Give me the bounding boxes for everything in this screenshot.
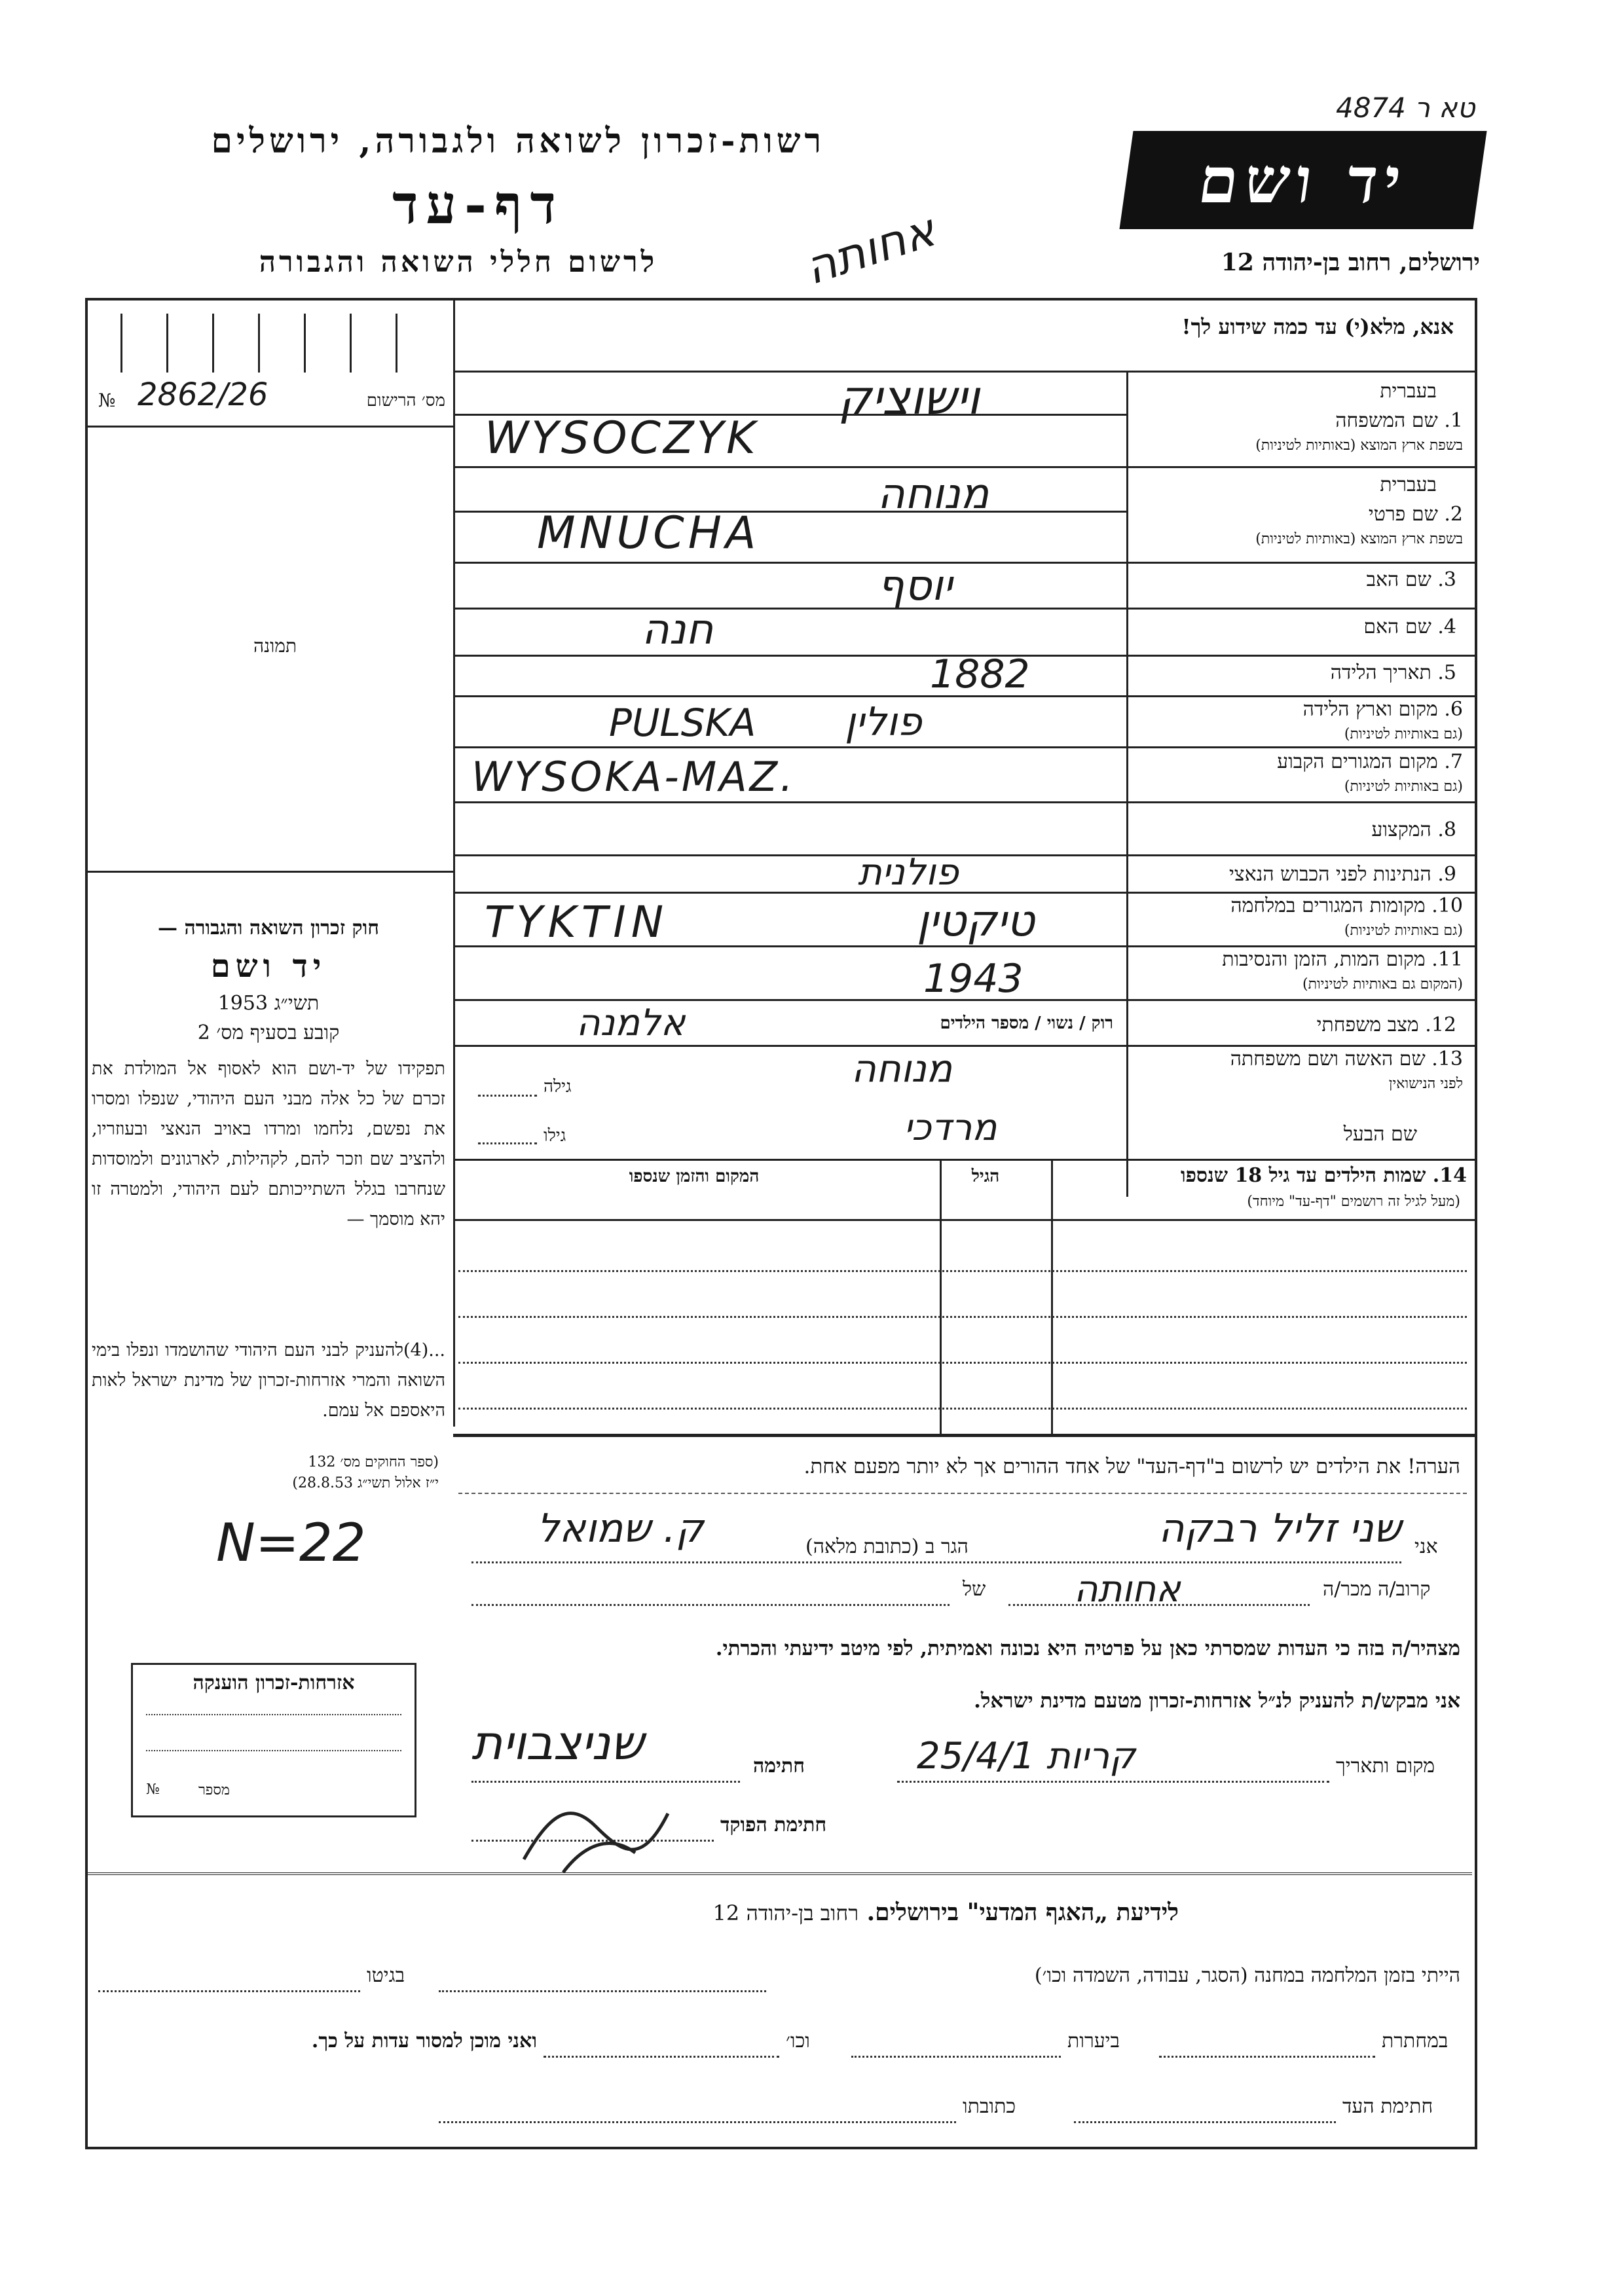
field-number: 10. <box>1431 894 1463 917</box>
field-name: שם פרטי <box>1368 503 1438 526</box>
field-label <box>1230 894 1463 917</box>
row-divider <box>453 466 1475 468</box>
footer-dots <box>851 2056 1061 2058</box>
row-divider <box>453 1045 1475 1047</box>
nationality-value: פולנית <box>858 851 959 894</box>
registration-no-mark: № <box>98 390 116 411</box>
field-number: 14. <box>1432 1164 1467 1187</box>
footer-dots <box>1159 2056 1375 2058</box>
birthplace-latin-value: PULSKA <box>609 701 756 745</box>
signature-scribble-icon <box>511 1787 681 1879</box>
field-number: 12. <box>1425 1013 1456 1036</box>
footer-ready: ואני מוכן למסור עדות על כך. <box>311 2030 537 2052</box>
field-name: מקום וארץ הלידה <box>1302 698 1438 721</box>
footer-dots <box>544 2056 779 2058</box>
children-row <box>458 1316 1467 1318</box>
field-marital-label <box>1129 1013 1456 1036</box>
marital-options: רוק / נשוי / מספר הילדים <box>940 1013 1113 1033</box>
row-divider <box>453 608 1475 610</box>
field-name: מצב משפחתי <box>1316 1013 1419 1036</box>
field-sub: (גם באותיות לטיניות) <box>1344 778 1463 795</box>
field-birthdate-label <box>1129 661 1456 684</box>
memorial-line <box>146 1750 401 1751</box>
footer-address-label: כתובתו <box>963 2095 1016 2118</box>
field-nationality-label <box>1129 863 1456 886</box>
memorial-line <box>146 1714 401 1715</box>
field-name: הנתינות לפני הכבוש הנאצי <box>1229 863 1431 886</box>
footer-dots <box>439 2121 956 2123</box>
field-label <box>1303 698 1463 721</box>
husband-age-label: גילו <box>544 1126 566 1146</box>
field-number: 6. <box>1444 698 1463 721</box>
field-first-name <box>1129 470 1463 555</box>
footer-dots <box>439 1990 766 1992</box>
field-birthplace <box>1129 698 1463 744</box>
children-subtitle: (מעל לגיל זה רושמים "דף-עד" מיוחד) <box>1247 1194 1460 1210</box>
marital-value: אלמנה <box>576 1002 686 1044</box>
memorial-no-mark: № <box>146 1781 160 1798</box>
footer-etc: וכו׳ <box>786 2030 810 2052</box>
field-number: 13. <box>1431 1048 1463 1070</box>
children-header <box>1054 1164 1467 1216</box>
field-wartime-residence <box>1129 894 1463 940</box>
husband-value: מרדכי <box>904 1106 997 1149</box>
field-number: 11. <box>1431 948 1463 971</box>
law-source-date: י״ז אלול תשי״ג 28.8.53) <box>292 1475 439 1491</box>
surname-hebrew-value: וישוציק <box>838 370 980 425</box>
field-name: שם האם <box>1363 615 1431 638</box>
children-title-text: שמות הילדים עד גיל 18 שנספו <box>1180 1164 1426 1187</box>
declaration-i: אני <box>1414 1535 1438 1558</box>
field-number: 5. <box>1437 661 1456 684</box>
of-label: של <box>963 1578 986 1601</box>
field-label <box>1222 948 1463 971</box>
footer-underground: במחתרת <box>1382 2030 1449 2052</box>
footer-ghetto: בגיטו <box>367 1964 405 1987</box>
note: הערה! את הילדים יש לרשום ב"דף-העד" של אחד ההורים אך לא יותר מפעם אחת. <box>803 1455 1460 1478</box>
death-value: 1943 <box>923 956 1024 1002</box>
field-death <box>1129 948 1463 994</box>
registration-number: 2862/26 <box>138 376 268 413</box>
law-text-2: ...(4)להעניק לבני העם היהודי שהושמדו ונפלו בימי השואה והמרי אזרחות-זכרון של מדינת ישראל לאות היאספם אל עמם. <box>92 1340 445 1421</box>
field-name: שם האשה ושם משפחתה <box>1230 1048 1426 1070</box>
law-clause: קובע בסעיף מס׳ 2 <box>197 1021 340 1044</box>
row-divider <box>453 562 1475 564</box>
authority-title: רשות-זכרון לשואה ולגבורה, ירושלים <box>211 121 825 161</box>
field-sub: בשפת ארץ המוצא (באותיות לטיניות) <box>1255 531 1463 547</box>
field-name: מקום המות, הזמן והנסיבות <box>1222 948 1426 971</box>
children-row <box>458 1408 1467 1410</box>
note-divider <box>458 1493 1467 1494</box>
instruction: אנא, מלא(י) עד כמה שידוע לך! <box>1181 314 1454 339</box>
wartime-hebrew-value: טיקטין <box>917 896 1035 946</box>
place-date-value: קריות 25/4/1 <box>917 1735 1135 1777</box>
note-top <box>453 1435 1475 1437</box>
field-residence <box>1129 750 1463 796</box>
law-name: יד ושם <box>210 948 327 985</box>
signature-line <box>471 1781 740 1783</box>
memorial-box <box>131 1663 416 1817</box>
children-age-col: הגיל <box>971 1167 1000 1186</box>
children-col-divider <box>940 1159 942 1434</box>
children-place-col: המקום והזמן שנספו <box>629 1167 760 1186</box>
declaration-statement: מצהיר/ה בזה כי העדות שמסרתי כאן על פרטיה היא נכונה ואמיתית, לפי מיטב ידיעתי והכרתי. <box>715 1637 1460 1660</box>
field-name: מקום המגורים הקבוע <box>1277 750 1438 773</box>
registration-label: מס׳ הרישום <box>366 391 445 410</box>
declarant-line <box>471 1561 1401 1563</box>
law-title: חוק זכרון השואה והגבורה — <box>158 917 379 939</box>
relative-label: קרוב/ה מכר/ה <box>1323 1578 1431 1601</box>
form-title: דף-עד <box>392 173 564 236</box>
first-name-latin-value: MNUCHA <box>537 507 760 559</box>
field-label <box>1230 1048 1463 1070</box>
field-surname <box>1129 376 1463 462</box>
children-title <box>1181 1164 1467 1187</box>
footer-divider <box>88 1872 1472 1875</box>
declarant-address: ק. שמואל <box>537 1506 704 1552</box>
label-column-divider <box>1126 372 1128 1197</box>
birthplace-hebrew-value: פולין <box>845 699 922 745</box>
footer-dots <box>98 1990 360 1992</box>
surname-latin-value: WYSOCZYK <box>485 412 758 464</box>
registration-boxes <box>88 301 453 373</box>
memorial-title: אזרחות-זכרון הוענקה <box>193 1671 355 1694</box>
children-row <box>458 1362 1467 1364</box>
footer-address: רחוב בן-יהודה 12 <box>712 1901 859 1925</box>
official-signature-label: חתימת הפוקד <box>720 1813 827 1836</box>
children-col-divider <box>1051 1159 1053 1434</box>
mother-value: חנה <box>642 606 714 654</box>
field-number: 7. <box>1444 750 1463 773</box>
footer-dots <box>1074 2121 1336 2123</box>
field-number: 1. <box>1444 409 1463 432</box>
law-text: תפקידו של יד-ושם הוא לאסוף אל המולדת את זכרם של כל אלה מבני העם היהודי, שנפלו ומסרו את נפשם, נלחמו ומרדו באויב הנאצי ובעוזריו, ולהציב שם וזכר להם, לקהילות, לארגונים ולמוסדות שנחרבו בגלל השתייכותם לעם היהודי, ולמטרה זו יהא מוסמך — <box>92 1059 445 1230</box>
logo <box>1119 131 1486 229</box>
row-divider <box>453 854 1475 856</box>
relation-line <box>1008 1604 1310 1606</box>
field-name: תאריך הלידה <box>1330 661 1431 684</box>
residence-value: WYSOKA-MAZ. <box>471 753 796 801</box>
father-value: יוסף <box>877 562 953 610</box>
address: ירושלים, רחוב בן-יהודה 12 <box>1221 249 1480 276</box>
relation-value: אחותה <box>1074 1568 1181 1611</box>
declaration-request: אני מבקש/ת להעניק לנ״ל אזרחות-זכרון מטעם מדינת ישראל. <box>974 1689 1460 1713</box>
hebrew-tag: בעברית <box>1380 473 1437 496</box>
footer-witness-sig: חתימת העד <box>1342 2095 1433 2118</box>
field-sub: (גם באותיות לטיניות) <box>1344 922 1463 939</box>
photo-divider <box>88 871 453 873</box>
hebrew-tag: בעברית <box>1380 380 1437 403</box>
footer-title-text: לידיעת „האגף המדעי" בירושלים. <box>866 1899 1179 1926</box>
handwritten-relation: אחותה <box>798 203 942 295</box>
registration-row <box>98 376 445 422</box>
row-divider <box>453 746 1475 748</box>
field-sub: לפני הנישואין <box>1388 1076 1463 1092</box>
field-number: 3. <box>1437 568 1456 591</box>
field-spouse <box>1129 1048 1463 1093</box>
footer-forests: ביערות <box>1067 2030 1120 2052</box>
left-column-divider <box>453 301 455 1427</box>
footer-title <box>458 1899 1179 1926</box>
row-divider <box>453 999 1475 1001</box>
row-divider <box>453 801 1475 803</box>
of-line <box>471 1604 950 1606</box>
side-mark: N=22 <box>216 1512 366 1573</box>
logo-text: יד ושם <box>1194 143 1412 217</box>
signature-value: שניצבוית <box>471 1715 644 1770</box>
row-divider <box>453 892 1475 894</box>
birthdate-value: 1882 <box>930 651 1030 697</box>
wife-age-label: גילה <box>544 1077 572 1097</box>
age-dots <box>478 1095 537 1097</box>
law-box <box>92 917 445 1545</box>
age-dots <box>478 1142 537 1144</box>
field-label <box>1369 503 1463 526</box>
row-divider <box>453 1159 1475 1161</box>
field-sub: (המקום גם באותיות לטיניות) <box>1302 976 1463 993</box>
field-name: המקצוע <box>1371 818 1431 841</box>
field-name: שם האב <box>1366 568 1431 591</box>
field-name: שם המשפחה <box>1335 409 1438 432</box>
field-number: 9. <box>1437 863 1456 886</box>
declarant-name: שני זליל רבקה <box>1158 1506 1401 1552</box>
field-label <box>1335 409 1463 432</box>
law-year: תשי״ג 1953 <box>217 992 320 1015</box>
field-mother-label <box>1129 615 1456 638</box>
children-row-divider <box>453 1219 1475 1221</box>
field-husband-label: שם הבעל <box>1343 1123 1417 1146</box>
field-sub: בשפת ארץ המוצא (באותיות לטיניות) <box>1255 437 1463 454</box>
footer-line1: הייתי בזמן המלחמה במחנה (הסגר, עבודה, השמדה וכו׳) <box>1034 1964 1460 1987</box>
field-number: 2. <box>1444 503 1463 526</box>
wartime-latin-value: TYKTIN <box>485 897 669 947</box>
place-date-label: מקום ותאריך <box>1336 1755 1435 1777</box>
field-number: 4. <box>1437 615 1456 638</box>
spouse-value: מנוחה <box>851 1046 953 1091</box>
field-number: 8. <box>1437 818 1456 841</box>
field-sub: (גם באותיות לטיניות) <box>1344 726 1463 742</box>
children-row <box>458 1270 1467 1272</box>
resident-label: הגר ב (כתובת מלאה) <box>805 1535 969 1558</box>
first-name-hebrew-value: מנוחה <box>877 470 989 519</box>
photo-label: תמונה <box>253 635 297 657</box>
form-subtitle: לרשום חללי השואה והגבורה <box>259 246 658 279</box>
field-father-label <box>1129 568 1456 591</box>
field-name: מקומות המגורים במלחמה <box>1230 894 1426 917</box>
law-source: (ספר החוקים מס׳ 132 <box>308 1454 439 1470</box>
memorial-number-label: מספר <box>198 1782 230 1798</box>
field-label <box>1277 750 1463 773</box>
official-signature-mark <box>511 1787 681 1879</box>
registration-divider <box>88 426 453 428</box>
handwritten-note: טא ר 4874 <box>1336 92 1475 124</box>
field-profession-label <box>1129 818 1456 841</box>
row-divider <box>453 695 1475 697</box>
place-date-line <box>897 1781 1329 1783</box>
row-divider <box>453 945 1475 947</box>
signature-label: חתימה <box>753 1755 805 1777</box>
